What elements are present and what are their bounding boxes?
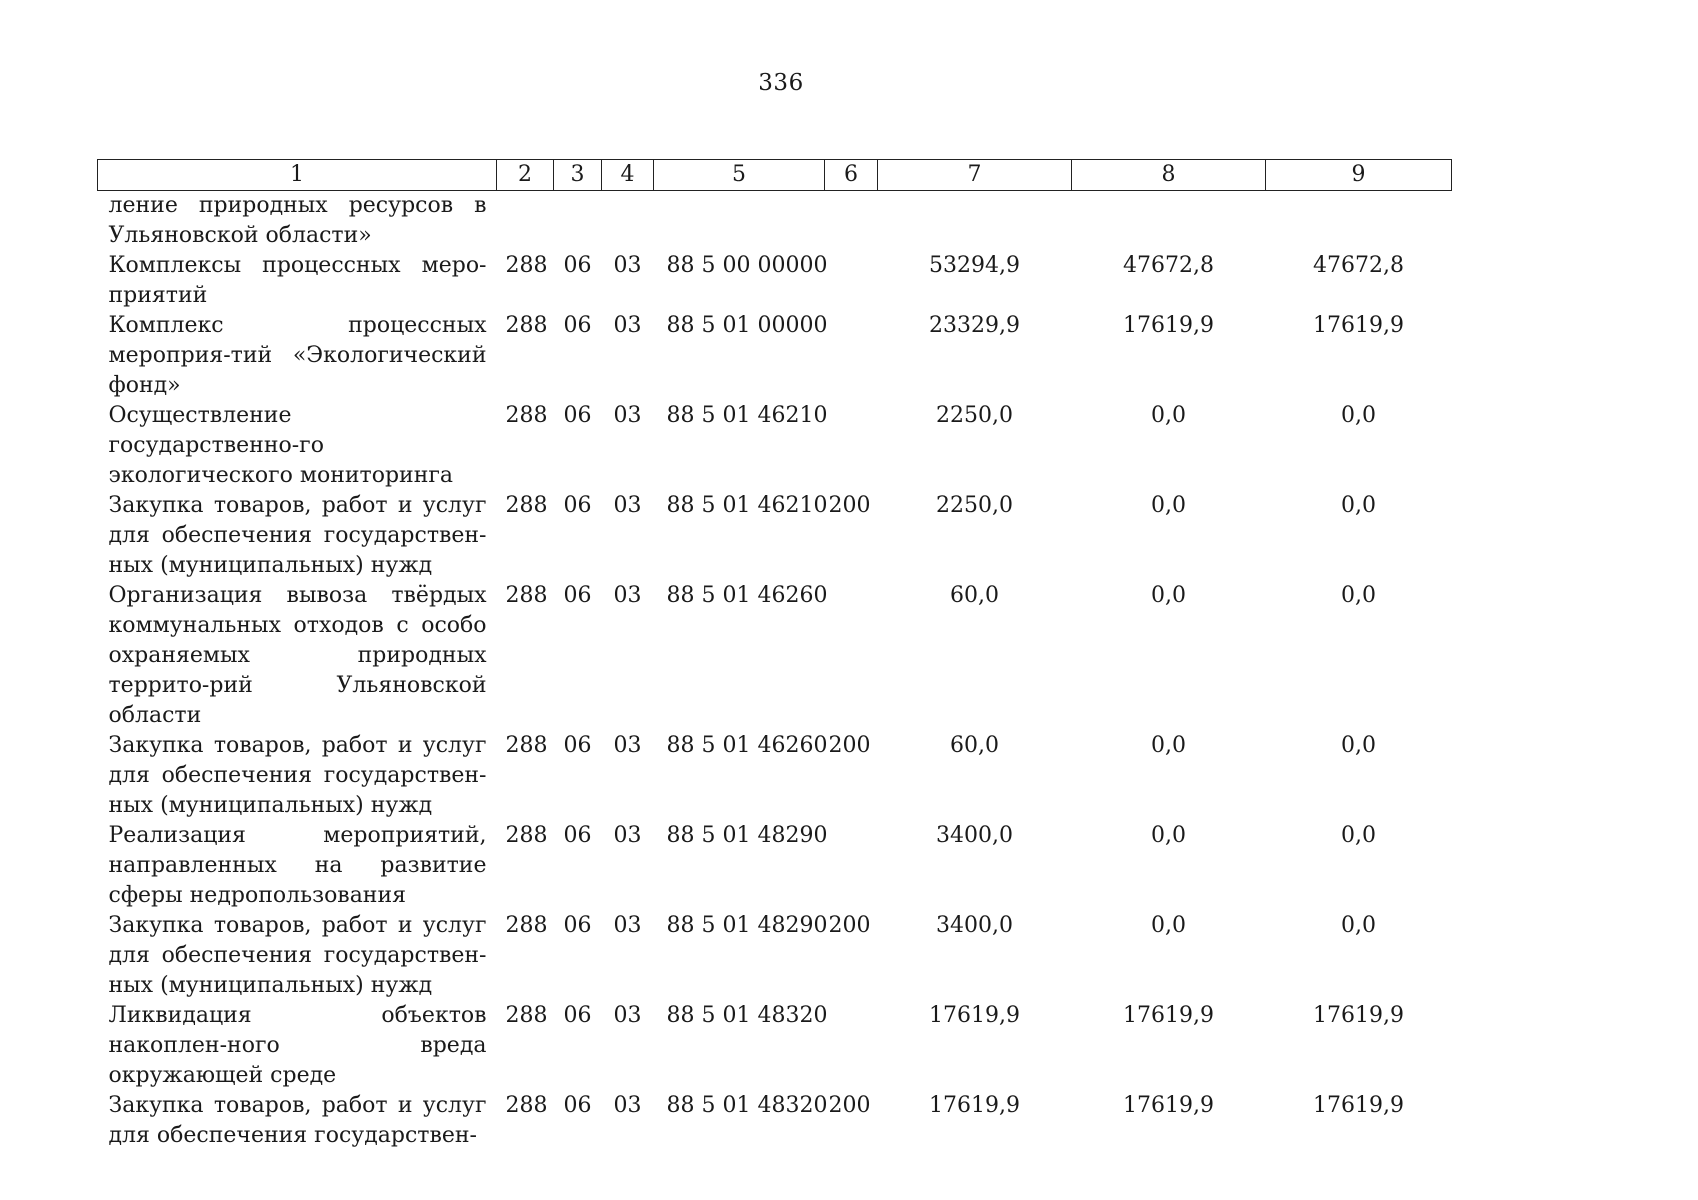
section-code: 06: [563, 313, 592, 338]
target-article-code: [654, 191, 825, 252]
section-code: 06: [563, 1093, 592, 1118]
column-header-4: 4: [602, 160, 654, 191]
subsection-code: 03: [613, 1093, 642, 1118]
section-code: 06: [563, 583, 592, 608]
row-name: Комплекс процессных мероприя-тий «Экологический фонд»: [108, 313, 487, 398]
subsection-code: 03: [613, 1003, 642, 1028]
expense-type-code: 200: [828, 493, 871, 518]
row-name: Осуществление государственно-го экологического мониторинга: [108, 403, 454, 488]
row-name: Закупка товаров, работ и услуг для обеспечения государствен-ных (муниципальных) нужд: [108, 493, 487, 578]
row-name: Реализация мероприятий, направленных на развитие сферы недропользования: [108, 823, 487, 908]
expense-type-code: [825, 581, 878, 731]
expense-type-code: [825, 1001, 878, 1091]
expense-type-code: 200: [828, 1093, 871, 1118]
row-name: Комплексы процессных меро-приятий: [108, 253, 487, 308]
amount-col-7: [878, 191, 1072, 252]
amount-col-8: 17619,9: [1123, 1093, 1214, 1118]
amount-col-7: 3400,0: [936, 823, 1013, 848]
target-article-code: 88 5 01 46260: [666, 583, 828, 608]
section-code: 06: [563, 823, 592, 848]
amount-col-9: 47672,8: [1313, 253, 1404, 278]
table-row: [98, 311, 1452, 401]
budget-table-container: [97, 159, 1451, 1151]
admin-code: 288: [505, 733, 548, 758]
section-code: 06: [563, 403, 592, 428]
row-name: Закупка товаров, работ и услуг для обеспечения государствен-ных (муниципальных) нужд: [108, 733, 487, 818]
expense-type-code: [825, 401, 878, 491]
target-article-code: 88 5 01 48320: [666, 1003, 828, 1028]
subsection-code: [602, 191, 654, 252]
target-article-code: 88 5 01 46210: [666, 403, 828, 428]
budget-table: [97, 159, 1452, 1151]
table-row: [98, 1001, 1452, 1091]
admin-code: 288: [505, 253, 548, 278]
subsection-code: 03: [613, 913, 642, 938]
section-code: 06: [563, 913, 592, 938]
target-article-code: 88 5 01 00000: [666, 313, 828, 338]
amount-col-9: 0,0: [1341, 823, 1376, 848]
expense-type-code: [825, 251, 878, 311]
target-article-code: 88 5 00 00000: [666, 253, 828, 278]
admin-code: 288: [505, 493, 548, 518]
amount-col-7: 60,0: [950, 583, 999, 608]
subsection-code: 03: [613, 733, 642, 758]
admin-code: 288: [505, 1093, 548, 1118]
amount-col-9: 0,0: [1341, 403, 1376, 428]
section-code: [554, 191, 602, 252]
amount-col-7: 60,0: [950, 733, 999, 758]
amount-col-9: 0,0: [1341, 913, 1376, 938]
column-header-9: 9: [1266, 160, 1452, 191]
amount-col-9: 0,0: [1341, 493, 1376, 518]
table-row: [98, 581, 1452, 731]
target-article-code: 88 5 01 46210: [666, 493, 828, 518]
amount-col-8: 17619,9: [1123, 313, 1214, 338]
amount-col-8: [1072, 191, 1266, 252]
admin-code: [497, 191, 554, 252]
expense-type-code: [825, 821, 878, 911]
amount-col-9: [1266, 191, 1452, 252]
admin-code: 288: [505, 913, 548, 938]
amount-col-8: 47672,8: [1123, 253, 1214, 278]
target-article-code: 88 5 01 48290: [666, 913, 828, 938]
amount-col-9: 0,0: [1341, 733, 1376, 758]
table-header: [98, 160, 1452, 191]
section-code: 06: [563, 493, 592, 518]
amount-col-7: 3400,0: [936, 913, 1013, 938]
subsection-code: 03: [613, 253, 642, 278]
admin-code: 288: [505, 823, 548, 848]
amount-col-7: 23329,9: [929, 313, 1020, 338]
admin-code: 288: [505, 403, 548, 428]
amount-col-9: 17619,9: [1313, 1003, 1404, 1028]
target-article-code: 88 5 01 48320: [666, 1093, 828, 1118]
section-code: 06: [563, 253, 592, 278]
target-article-code: 88 5 01 46260: [666, 733, 828, 758]
amount-col-8: 0,0: [1151, 913, 1186, 938]
table-body: [98, 191, 1452, 1152]
table-row: [98, 911, 1452, 1001]
table-row: [98, 821, 1452, 911]
row-name: Закупка товаров, работ и услуг для обеспечения государствен-ных (муниципальных) нужд: [108, 913, 487, 998]
amount-col-7: 17619,9: [929, 1093, 1020, 1118]
subsection-code: 03: [613, 823, 642, 848]
header-row: [98, 160, 1452, 191]
column-header-8: 8: [1072, 160, 1266, 191]
admin-code: 288: [505, 583, 548, 608]
subsection-code: 03: [613, 493, 642, 518]
subsection-code: 03: [613, 583, 642, 608]
expense-type-code: [825, 311, 878, 401]
column-header-6: 6: [825, 160, 878, 191]
column-header-7: 7: [878, 160, 1072, 191]
subsection-code: 03: [613, 313, 642, 338]
amount-col-8: 0,0: [1151, 823, 1186, 848]
column-header-5: 5: [654, 160, 825, 191]
section-code: 06: [563, 733, 592, 758]
amount-col-9: 0,0: [1341, 583, 1376, 608]
table-row: [98, 491, 1452, 581]
page-number: 336: [758, 70, 804, 96]
amount-col-8: 0,0: [1151, 493, 1186, 518]
amount-col-9: 17619,9: [1313, 313, 1404, 338]
amount-col-8: 0,0: [1151, 733, 1186, 758]
row-name: ление природных ресурсов в Ульяновской области»: [108, 193, 487, 248]
amount-col-7: 2250,0: [936, 493, 1013, 518]
expense-type-code: 200: [828, 733, 871, 758]
amount-col-7: 17619,9: [929, 1003, 1020, 1028]
amount-col-7: 2250,0: [936, 403, 1013, 428]
table-row: [98, 731, 1452, 821]
amount-col-8: 0,0: [1151, 403, 1186, 428]
table-row: [98, 251, 1452, 311]
subsection-code: 03: [613, 403, 642, 428]
column-header-1: 1: [98, 160, 497, 191]
amount-col-7: 53294,9: [929, 253, 1020, 278]
amount-col-8: 17619,9: [1123, 1003, 1214, 1028]
row-name: Организация вывоза твёрдых коммунальных отходов с особо охраняемых природных террито-рий Ульяновской области: [108, 583, 487, 728]
table-row: [98, 1091, 1452, 1151]
expense-type-code: 200: [828, 913, 871, 938]
row-name: Закупка товаров, работ и услуг для обеспечения государствен-: [108, 1093, 487, 1148]
section-code: 06: [563, 1003, 592, 1028]
column-header-3: 3: [554, 160, 602, 191]
column-header-2: 2: [497, 160, 554, 191]
expense-type-code: [825, 191, 878, 252]
row-name: Ликвидация объектов накоплен-ного вреда окружающей среде: [108, 1003, 487, 1088]
amount-col-8: 0,0: [1151, 583, 1186, 608]
table-row: [98, 191, 1452, 252]
admin-code: 288: [505, 1003, 548, 1028]
target-article-code: 88 5 01 48290: [666, 823, 828, 848]
amount-col-9: 17619,9: [1313, 1093, 1404, 1118]
admin-code: 288: [505, 313, 548, 338]
table-row: [98, 401, 1452, 491]
